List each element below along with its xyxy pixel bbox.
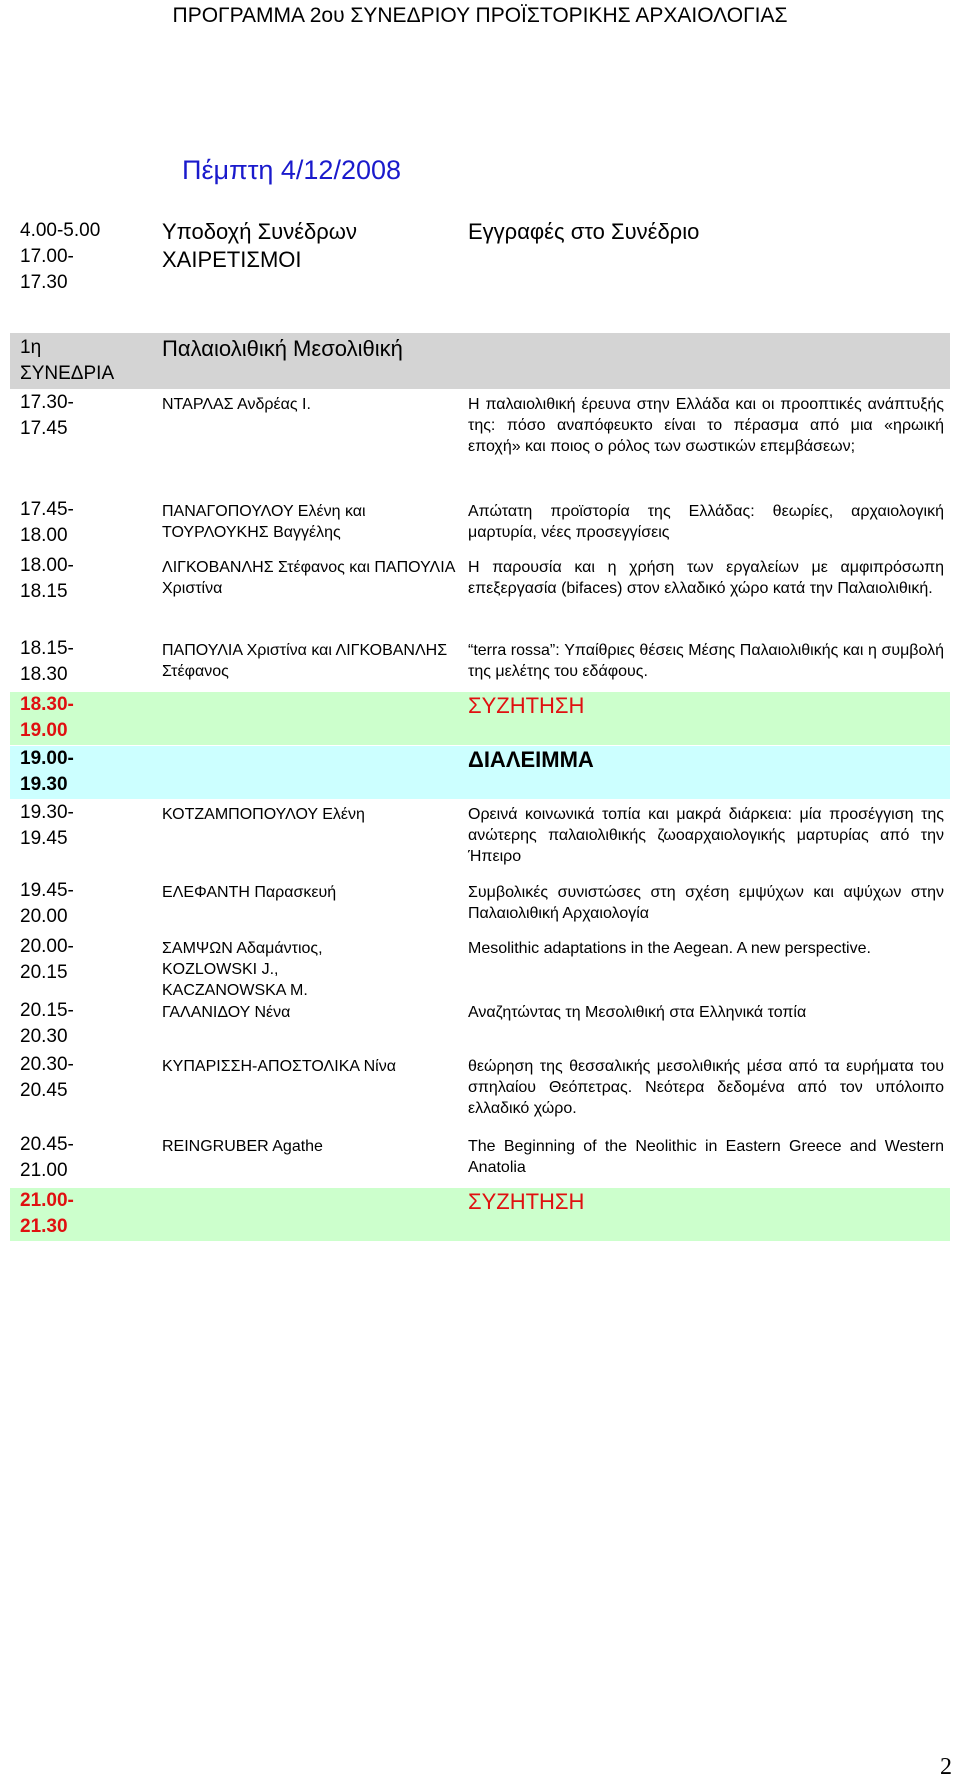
page-header: ΠΡΟΓΡΑΜΜΑ 2ου ΣΥΝΕΔΡΙΟΥ ΠΡΟΪΣΤΟΡΙΚΗΣ ΑΡΧΑΙΟΛΟΓΙΑΣ (172, 4, 788, 27)
break-band (10, 746, 950, 799)
programme-row (10, 636, 950, 691)
row-speakers: ΠΑΠΟΥΛΙΑ Χριστίνα και ΛΙΓΚΟΒΑΝΛΗΣ Στέφανος (162, 642, 448, 680)
row-paper: Συμβολικές συνιστώσες στη σχέση εμψύχων και αψύχων στην Παλαιολιθική Αρχαιολογία (468, 884, 944, 922)
discussion-label: ΣΥΖΗΤΗΣΗ (468, 693, 585, 718)
programme-row (10, 934, 950, 998)
row-time: 20.00- 20.15 (20, 936, 74, 983)
row-time: 17.30- 17.45 (20, 392, 74, 439)
row-paper: Η παλαιολιθική έρευνα στην Ελλάδα και οι προοπτικές ανάπτυξής της: πόσο αναπόφευκτο είναι το πέρασμα από μια «ηρωική εποχή» και ποιος ο ρόλος των σωστικών επεμβάσεων; (468, 396, 944, 455)
row-paper: Αναζητώντας τη Μεσολιθική στα Ελληνικά τοπία (468, 1004, 807, 1021)
discussion-band (10, 692, 950, 745)
page-number: 2 (940, 1754, 952, 1780)
break-label: ΔΙΑΛΕΙΜΜΑ (468, 747, 594, 772)
programme-row (10, 497, 950, 552)
row-time: 20.45- 21.00 (20, 1134, 74, 1181)
row-speakers: ΕΛΕΦΑΝΤΗ Παρασκευή (162, 884, 337, 901)
row-time: 18.30- 19.00 (20, 694, 74, 741)
programme-row (10, 1132, 950, 1188)
programme-row (10, 878, 950, 934)
row-time: 20.30- 20.45 (20, 1054, 74, 1101)
programme-row (10, 1052, 950, 1130)
registration-label-2: ΧΑΙΡΕΤΙΣΜΟΙ (162, 247, 302, 272)
row-time: 18.00- 18.15 (20, 555, 74, 602)
row-time: 20.15- 20.30 (20, 1000, 74, 1047)
row-time: 17.45- 18.00 (20, 499, 74, 546)
row-time: 19.45- 20.00 (20, 880, 74, 927)
row-paper: Απώτατη προϊστορία της Ελλάδας: θεωρίες, αρχαιολογική μαρτυρία, νέες προσεγγίσεις (468, 503, 944, 541)
session-theme: Παλαιολιθική Μεσολιθική (162, 336, 403, 361)
session-name: 1η ΣΥΝΕΔΡΙΑ (20, 337, 115, 384)
row-speakers: ΣΑΜΨΩΝ Αδαμάντιος, KOZLOWSKI J., KACZANOWSKA M. (162, 940, 323, 999)
row-paper: Ορεινά κοινωνικά τοπία και μακρά διάρκεια: μία προσέγγιση της ανώτερης παλαιολιθικής ζωοαρχαιολογικής μαρτυρίας από την Ήπειρο (468, 806, 944, 865)
row-paper: Η παρουσία και η χρήση των εργαλείων με αμφιπρόσωπη επεξεργασία (bifaces) στον ελλαδικό χώρο κατά την Παλαιολιθική. (468, 559, 944, 597)
row-time: 19.00- 19.30 (20, 748, 74, 795)
programme-row (10, 390, 950, 490)
row-speakers: REINGRUBER Agathe (162, 1138, 323, 1155)
day-title: Πέμπτη 4/12/2008 (182, 155, 402, 185)
registration-note: Εγγραφές στο Συνέδριο (468, 219, 700, 244)
row-speakers: ΛΙΓΚΟΒΑΝΛΗΣ Στέφανος και ΠΑΠΟΥΛΙΑ Χριστίνα (162, 559, 455, 597)
row-speakers: ΚΟΤΖΑΜΠΟΠΟΥΛΟΥ Ελένη (162, 806, 365, 823)
row-paper: Mesolithic adaptations in the Aegean. A new perspective. (468, 940, 871, 957)
row-time: 18.15- 18.30 (20, 638, 74, 685)
discussion-band (10, 1188, 950, 1241)
row-paper: The Beginning of the Neolithic in Eastern Greece and Western Anatolia (468, 1138, 944, 1176)
row-speakers: ΠΑΝΑΓΟΠΟΥΛΟΥ Ελένη και ΤΟΥΡΛΟΥΚΗΣ Βαγγέλης (162, 503, 366, 541)
registration-label-1: Υποδοχή Συνέδρων (162, 219, 357, 244)
registration-time-2: 17.00- 17.30 (20, 246, 74, 293)
registration-row (10, 218, 950, 300)
programme-row (10, 553, 950, 633)
row-time: 19.30- 19.45 (20, 802, 74, 849)
row-speakers: ΝΤΑΡΛΑΣ Ανδρέας Ι. (162, 396, 311, 413)
session-band (10, 333, 950, 389)
row-paper: “terra rossa”: Υπαίθριες θέσεις Μέσης Παλαιολιθικής και η συμβολή της μελέτης του εδάφους. (468, 642, 944, 680)
row-speakers: ΚΥΠΑΡΙΣΣΗ-ΑΠΟΣΤΟΛΙΚΑ Νίνα (162, 1058, 396, 1075)
row-speakers: ΓΑΛΑΝΙΔΟΥ Νένα (162, 1004, 291, 1021)
programme-row (10, 800, 950, 878)
row-paper: θεώρηση της θεσσαλικής μεσολιθικής μέσα από τα ευρήματα του σπηλαίου Θεόπετρας. Νεότερα δεδομένα από τον υπόλοιπο ελλαδικό χώρο. (468, 1058, 944, 1117)
discussion-label: ΣΥΖΗΤΗΣΗ (468, 1189, 585, 1214)
row-time: 21.00- 21.30 (20, 1190, 74, 1237)
registration-time-1: 4.00-5.00 (20, 220, 101, 241)
programme-row (10, 998, 950, 1052)
